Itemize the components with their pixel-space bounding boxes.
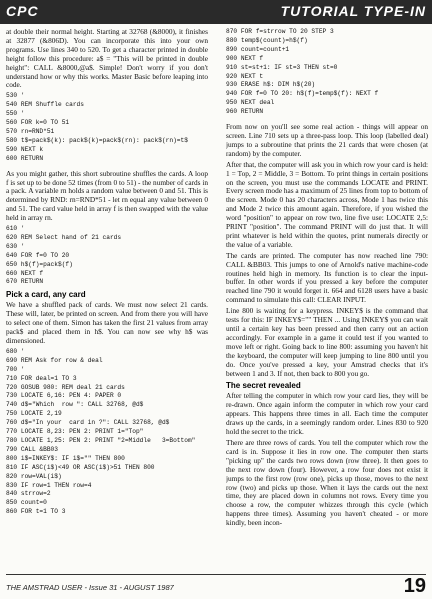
inkey-paragraph: Line 800 is waiting for a keypress. INKEY$ is the command that tests for this: IF INKEY$="" THEN ... Using INKEY$ you can wait until a certain key has been pressed and then carry out an action accordingly. For example in a game it could test if you wanted to move left or right. Going back to line 800: assuming you haven't hit the keyboard, the computer will keep jumping to line 800 until you do. Once you've pressed a key, your Amstrad checks that it's between 1 and 3. If not, then back to 800 you go. [226,306,428,378]
issue-line: THE AMSTRAD USER - Issue 31 - AUGUST 1987 [6,583,174,592]
left-column [6,28,208,569]
secret-paragraph: After telling the computer in which row your card lies, they will be re-drawn. Once again inform the computer in which row your card appears. This happens three times in all. Each time the computer draws up the cards, in a seemingly random order. Lines 830 to 920 hold the secret to the trick. [226,391,428,437]
intro-paragraph: at double their normal height. Starting at 32768 (&8000), it finishes at 32877 (&806D). You can incorporate this into your own programs. Use lines 340 to 520. To get a character printed in double height follow this procedure: a$ = "This will be printed in double height": CALL &8000,@a$. Simple! Don't worry if you don't understand how or why this works. Master Basic before leaping into code. [6,28,208,90]
shuffle-explanation: As you might gather, this short subroutine shuffles the cards. A loop f is set up to be done 52 times (from 0 to 51) - the number of cards in a pack. A variable rn holds a random value between 0 and 51. This is determined by RND: rn=RND*51 - let rn equal any value between 0 and 51. The card value held in array f is then swapped with the value held in array rn. [6,168,208,223]
section-title: TUTORIAL TYPE-IN [280,3,426,19]
code-listing-rearrange: 870 FOR f=strrow TO 20 STEP 3 880 temp$(count)=h$(f) 890 count=count+1 900 NEXT f 910 st=st+1: IF st=3 THEN st=0 920 NEXT t 930 ERASE h$: DIM h$(20) 940 FOR f=0 TO 20: h$(f)=temp$(f): NEXT f 950 NEXT deal 960 RETURN [226,28,379,116]
code-listing-ask-row: 680 ' 690 REM Ask for row & deal 700 ' 710 FOR deal=1 TO 3 720 GOSUB 980: REM deal 21 cards 730 LOCATE 6,16: PEN 4: PAPER 0 740 d$="Which row ": CALL 32768, @d$ 750 LOCATE 2,19 760 d$="In your card in ?": CALL 32768, @d$ 770 LOCATE 8,23: PEN 2: PRINT 1="Top" 780 LOCATE 1,25: PEN 2: PRINT "2=Middle 3=Bottom" 790 CALL &BB03 800 i$=INKEY$: IF i$="" THEN 800 810 IF ASC(i$)<49 OR ASC(i$)>51 THEN 800 820 row=VAL(i$) 830 IF row=1 THEN row=4 840 strrow=2 850 count=0 860 FOR t=1 TO 3 [6,347,196,516]
pick-card-paragraph: We have a shuffled pack of cards. We must now select 21 cards. These will, later, be printed on screen. And from there you will have to select one of them. Simon has taken the first 21 values from array pack$ and placed them in h$. You can now see why h$ was dimensioned. [6,300,208,345]
code-listing-shuffle: 530 ' 540 REM Shuffle cards 550 ' 560 FOR k=0 TO 51 570 rn=RND*51 580 t$=pack$(k): pack$(k)=pack$(rn): pack$(rn)=t$ 590 NEXT k 600 RETURN [6,92,188,162]
page-number: 19 [403,575,426,597]
page-header [0,0,432,24]
page-footer [6,574,426,599]
action-paragraph: From now on you'll see some real action - things will appear on screen. Line 710 sets up a three-pass loop. This loop (labelled deal) jumps to a subroutine that prints the 21 cards that were chosen (at random) by the computer. [226,122,428,158]
locate-print-paragraph: After that, the computer will ask you in which row your card is held: 1 = Top, 2 = Middle, 3 = Bottom. To print things in certain positions on the screen, you must use the commands LOCATE and PRINT. Every screen mode has a maximum of 25 lines from top to bottom of the screen. Mode 0 has 20 characters across, Mode 1 has twice this and Mode 2 twice this amount again. Therefore, if you wished the word "position" to appear on row two, line five use: LOCATE 2,5: PRINT "position". The command PRINT will do just that. It will print whatever is held within the quotes, print numerals directly or the value of a variable. [226,159,428,249]
subheading-pick-a-card: Pick a card, any card [6,290,86,300]
rows-paragraph: There are three rows of cards. You tell the computer which row the card is in. Suppose it lies in row one. The computer then starts "picking up" the cards two rows down (row three). It then goes to the next row down (four). However, a row four does not exist it jumps to the first row (row one), picks up those, moves to the next row (two) and picks up those. When it lays the cards out the next time, they are placed down in columns not rows. Every time you choose a row, the computer whizzes through this cycle (which happens three times). Assuming you haven't cheated - or more kindly, been incon- [226,437,428,528]
bb03-paragraph: The cards are printed. The computer has now reached line 790: CALL &BB03. This jumps to one of Arnold's native machine-code routines held high in memory. Its function is to clear the input-buffer. In other words if you pressed a key before the computer reached line 790 it would forget it. 664 and 6128 users have a basic command to simulate this call: CLEAR INPUT. [226,250,428,305]
section-label: CPC [6,3,39,19]
subheading-secret-revealed: The secret revealed [226,381,301,391]
right-column [226,28,428,569]
code-listing-select-hand: 610 ' 620 REM Select hand of 21 cards 630 ' 640 FOR f=0 TO 20 650 h$(f)=pack$(f) 660 NEXT f 670 RETURN [6,225,122,286]
